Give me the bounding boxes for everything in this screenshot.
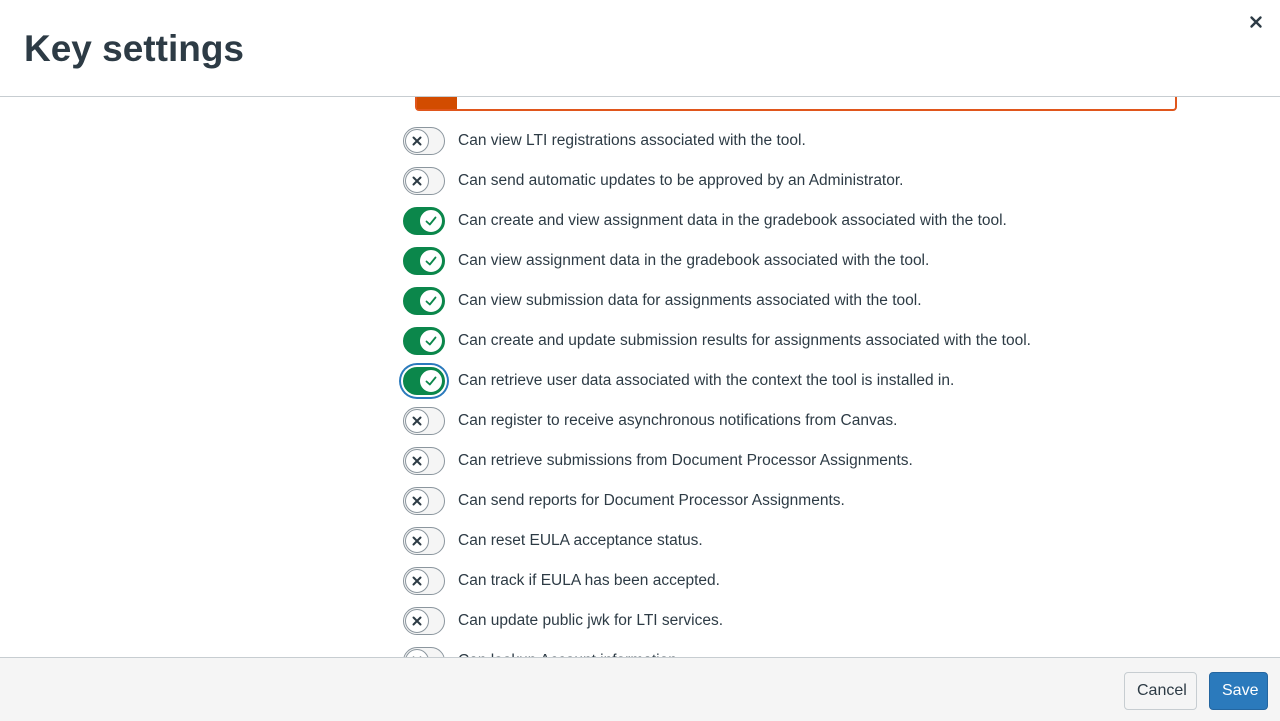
scope-toggle[interactable] [403,167,445,195]
scope-item [403,441,1031,481]
toggle-knob [405,609,429,633]
scope-label: Can send automatic updates to be approved by an Administrator. [458,172,904,189]
scope-item [403,361,1031,401]
scope-item [403,161,1031,201]
scope-toggle[interactable] [403,567,445,595]
check-icon [424,214,438,228]
modal-header [0,0,1280,97]
scope-item [403,121,1031,161]
check-icon [424,254,438,268]
toggle-knob [419,209,443,233]
scope-label: Can reset EULA acceptance status. [458,532,703,549]
scope-item [403,521,1031,561]
scope-toggle[interactable] [403,487,445,515]
scope-label: Can create and update submission results for assignments associated with the tool. [458,332,1031,349]
modal-body[interactable] [0,97,1280,657]
scope-toggle[interactable] [403,287,445,315]
scope-label: Can retrieve submissions from Document Processor Assignments. [458,452,913,469]
x-icon [411,495,423,507]
scope-label: Can create and view assignment data in the gradebook associated with the tool. [458,212,1007,229]
toggle-knob [419,369,443,393]
scope-item [403,561,1031,601]
scope-label: Can update public jwk for LTI services. [458,612,724,629]
scope-item [403,481,1031,521]
toggle-knob [405,169,429,193]
toggle-knob [405,489,429,513]
scope-toggle[interactable] [403,247,445,275]
scope-label: Can view submission data for assignments associated with the tool. [458,292,922,309]
scope-item [403,321,1031,361]
x-icon [411,575,423,587]
scope-toggle[interactable] [403,527,445,555]
scope-label: Can send reports for Document Processor Assignments. [458,492,845,509]
scope-item [403,241,1031,281]
scope-label: Can view LTI registrations associated with the tool. [458,132,806,149]
toggle-knob [419,329,443,353]
scope-toggle[interactable] [403,407,445,435]
x-icon [411,175,423,187]
scope-item [403,281,1031,321]
scope-label: Can retrieve user data associated with the context the tool is installed in. [458,372,955,389]
x-icon [411,135,423,147]
toggle-knob [419,289,443,313]
x-icon [411,415,423,427]
scope-toggle[interactable] [403,327,445,355]
x-icon [411,535,423,547]
toggle-knob [405,529,429,553]
close-icon [1244,10,1268,34]
scope-toggle[interactable] [403,127,445,155]
modal-footer [0,657,1280,721]
toggle-knob [405,449,429,473]
toggle-knob [405,409,429,433]
scope-item [403,201,1031,241]
scope-toggle[interactable] [403,367,445,395]
scope-label: Can view assignment data in the gradebook associated with the tool. [458,252,930,269]
scope-item [403,601,1031,641]
toggle-knob [405,569,429,593]
check-icon [424,294,438,308]
scope-toggle[interactable] [403,607,445,635]
close-button[interactable] [1244,10,1268,34]
modal-title: Key settings [24,28,245,69]
check-icon [424,374,438,388]
scope-label: Can track if EULA has been accepted. [458,572,720,589]
scope-label: Can register to receive asynchronous notifications from Canvas. [458,412,898,429]
scope-list [403,121,1031,681]
cancel-button[interactable]: Cancel [1124,672,1197,710]
save-button[interactable]: Save [1209,672,1268,710]
scope-item [403,401,1031,441]
toggle-knob [405,129,429,153]
check-icon [424,334,438,348]
x-icon [411,615,423,627]
scope-toggle[interactable] [403,207,445,235]
toggle-knob [419,249,443,273]
scope-toggle[interactable] [403,447,445,475]
x-icon [411,455,423,467]
